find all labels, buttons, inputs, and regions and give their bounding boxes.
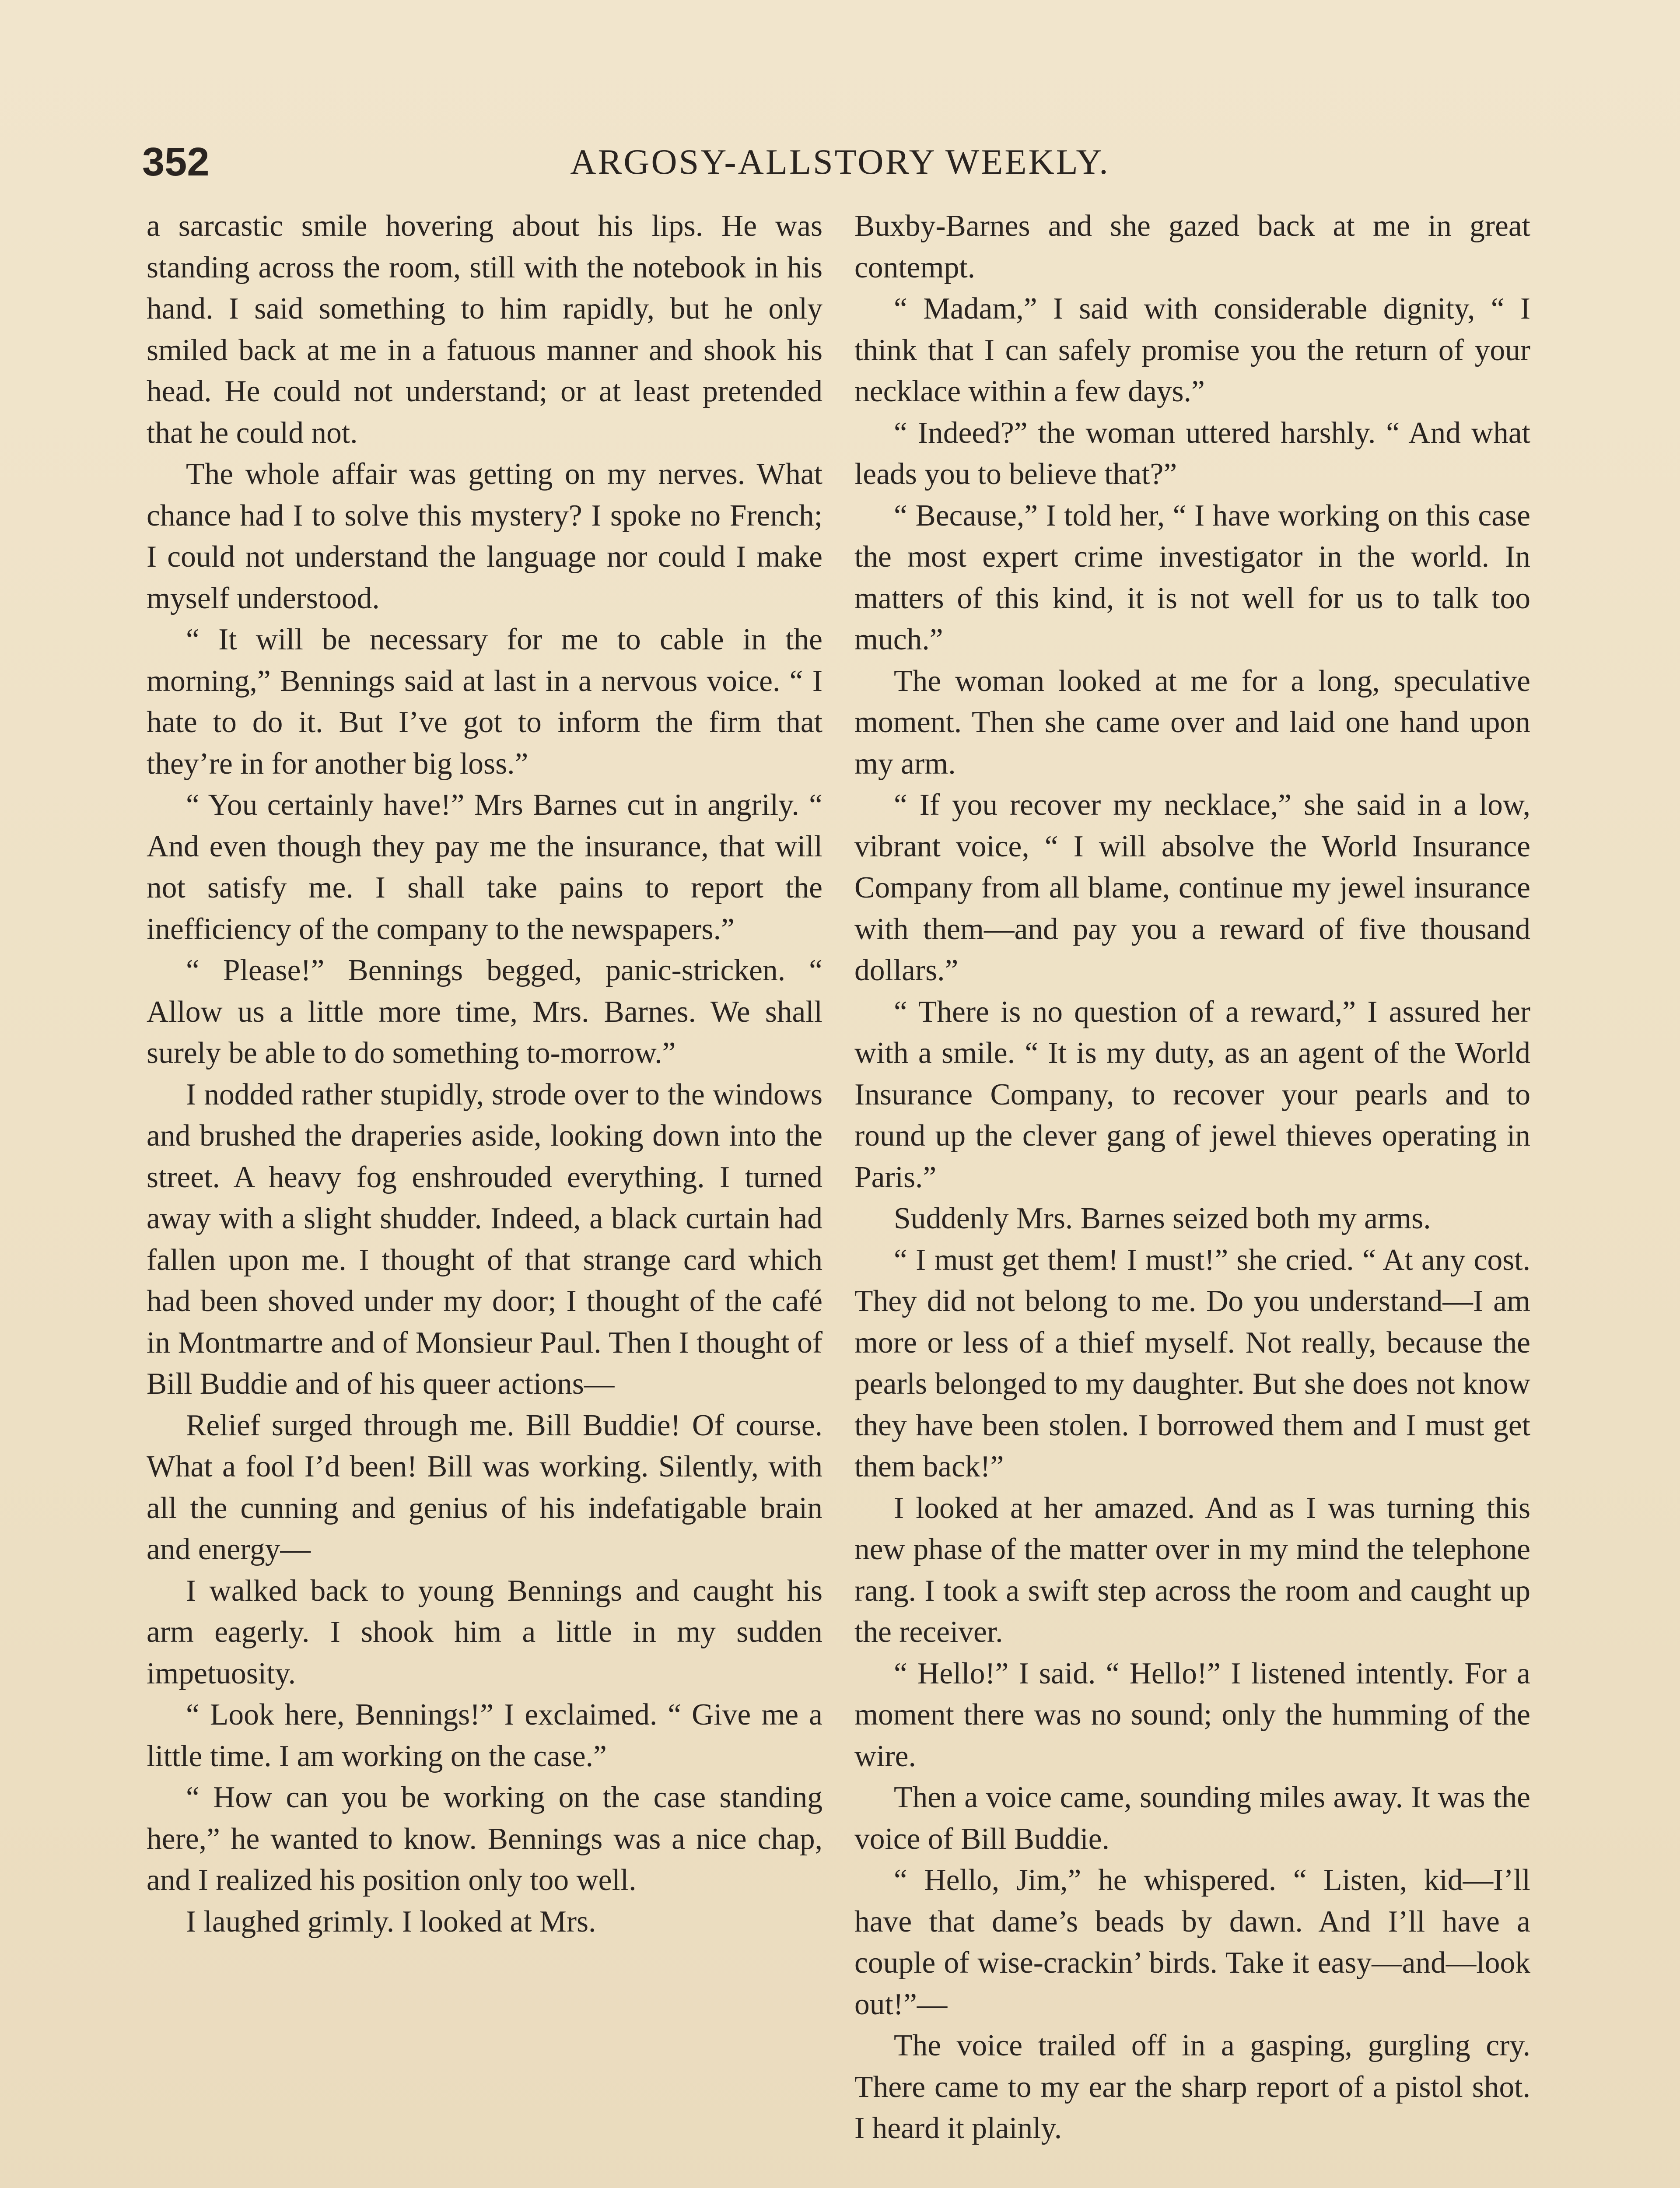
paragraph: Suddenly Mrs. Barnes seized both my arms. xyxy=(894,1202,1431,1235)
paragraph: “ I must get them! I must!” she cried. “ At any cost. They did not belong to me. Do you understand—I am more or less of a thief myself. Not really, because the pearls belonged to my daughter. But she does not know they have been stolen. I borrowed them and I must get them back!” xyxy=(854,1243,1530,1483)
paragraph: I walked back to young Bennings and caught his arm eagerly. I shook him a little in my sudden impetuosity. xyxy=(147,1574,822,1690)
paragraph: “ How can you be working on the case standing here,” he wanted to know. Bennings was a nice chap, and I realized his position only too well. xyxy=(147,1781,822,1897)
paragraph: The voice trailed off in a gasping, gurgling cry. There came to my ear the sharp report of a pistol shot. I heard it plainly. xyxy=(854,2029,1530,2145)
paragraph: “ Hello!” I said. “ Hello!” I listened intently. For a moment there was no sound; only the humming of the wire. xyxy=(854,1656,1530,1773)
paragraph: “ If you recover my necklace,” she said in a low, vibrant voice, “ I will absolve the World Insurance Company from all blame, continue my jewel insurance with them—and pay you a reward of five thousand dollars.” xyxy=(854,788,1530,987)
paragraph: “ Please!” Bennings begged, panic-stricken. “ Allow us a little more time, Mrs. Barnes. We shall surely be able to do something to-morrow.” xyxy=(147,954,822,1070)
paragraph: “ Indeed?” the woman uttered harshly. “ And what leads you to believe that?” xyxy=(854,416,1530,491)
page-header xyxy=(142,131,1538,193)
paragraph: I nodded rather stupidly, strode over to the windows and brushed the draperies aside, looking down into the street. A heavy fog enshrouded everything. I turned away with a slight shudder. Indeed, a black curtain had fallen upon me. I thought of that strange card which had been shoved under my door; I thought of the café in Montmartre and of Monsieur Paul. Then I thought of Bill Buddie and of his queer actions— xyxy=(147,1077,822,1401)
paragraph: Relief surged through me. Bill Buddie! Of course. What a fool I’d been! Bill was working. Silently, with all the cunning and genius of his indefatigable brain and energy— xyxy=(147,1408,822,1566)
paragraph: I laughed grimly. I looked at Mrs. xyxy=(186,1904,596,1939)
running-head: ARGOSY-ALLSTORY WEEKLY. xyxy=(570,142,1110,182)
paragraph: Then a voice came, sounding miles away. It was the voice of Bill Buddie. xyxy=(854,1781,1530,1856)
paragraph: The woman looked at me for a long, speculative moment. Then she came over and laid one hand upon my arm. xyxy=(854,664,1530,781)
paragraph: a sarcastic smile hovering about his lips. He was standing across the room, still with the notebook in his hand. I said something to him rapidly, but he only smiled back at me in a fatuous manner and shook his head. He could not understand; or at least pretended that he could not. xyxy=(147,209,822,450)
paragraph: “ You certainly have!” Mrs Barnes cut in angrily. “ And even though they pay me the insurance, that will not satisfy me. I shall take pains to report the inefficiency of the company to the newspapers.” xyxy=(147,788,822,946)
paragraph: I looked at her amazed. And as I was turning this new phase of the matter over in my mind the telephone rang. I took a swift step across the room and caught up the receiver. xyxy=(854,1491,1530,1649)
left-column xyxy=(147,206,822,1943)
paragraph: “ Because,” I told her, “ I have working on this case the most expert crime investigator in the world. In matters of this kind, it is not well for us to talk too much.” xyxy=(854,498,1530,656)
paragraph: “ Madam,” I said with considerable dignity, “ I think that I can safely promise you the return of your necklace within a few days.” xyxy=(854,292,1530,408)
right-column xyxy=(854,206,1530,2149)
paragraph: Buxby-Barnes and she gazed back at me in great contempt. xyxy=(854,209,1530,284)
page-number: 352 xyxy=(142,140,210,184)
paragraph: The whole affair was getting on my nerves. What chance had I to solve this mystery? I spoke no French; I could not understand the language nor could I make myself understood. xyxy=(147,457,822,615)
paragraph: “ It will be necessary for me to cable in the morning,” Bennings said at last in a nervous voice. “ I hate to do it. But I’ve got to inform the firm that they’re in for another big loss.” xyxy=(147,623,822,781)
paragraph: “ Hello, Jim,” he whispered. “ Listen, kid—I’ll have that dame’s beads by dawn. And I’ll have a couple of wise-crackin’ birds. Take it easy—and—look out!”— xyxy=(854,1863,1530,2021)
paragraph: “ Look here, Bennings!” I exclaimed. “ Give me a little time. I am working on the case.” xyxy=(147,1698,822,1773)
paragraph: “ There is no question of a reward,” I assured her with a smile. “ It is my duty, as an agent of the World Insurance Company, to recover your pearls and to round up the clever gang of jewel thieves operating in Paris.” xyxy=(854,995,1530,1194)
